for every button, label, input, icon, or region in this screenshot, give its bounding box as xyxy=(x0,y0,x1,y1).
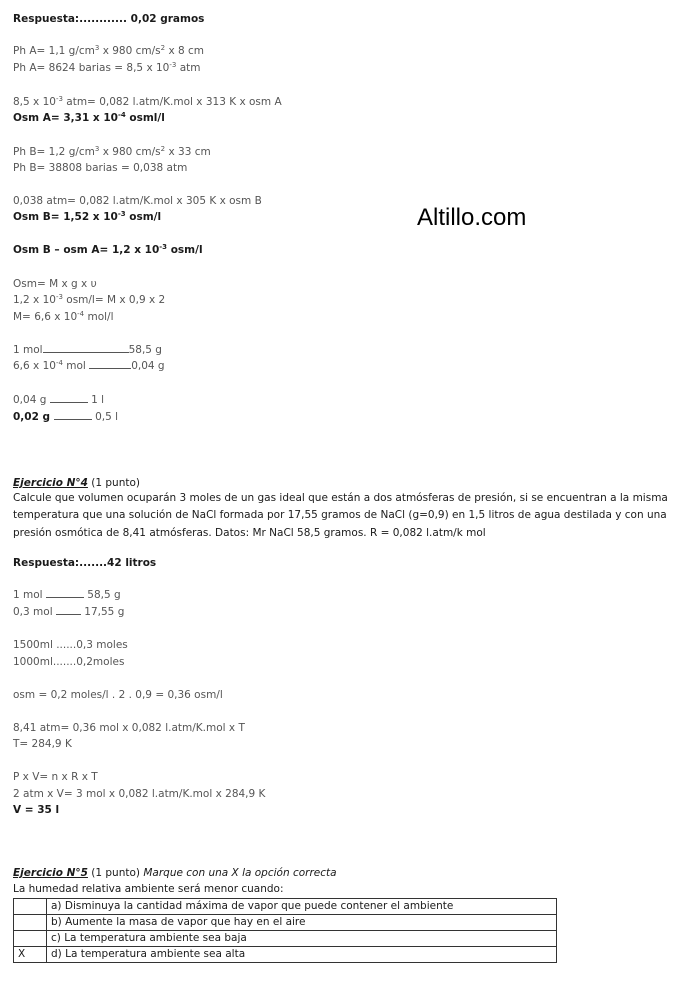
option-mark-cell[interactable] xyxy=(14,915,47,931)
ex4-volume-1: 1500ml ......0,3 moles xyxy=(13,639,128,651)
option-text: c) La temperatura ambiente sea baja xyxy=(47,931,557,947)
ex4-volume-2: 1000ml.......0,2moles xyxy=(13,656,125,668)
option-row[interactable] xyxy=(14,915,557,931)
option-text: a) Disminuya la cantidad máxima de vapor que puede contener el ambiente xyxy=(47,899,557,915)
ex3-ph-b-line2: Ph B= 38808 barias = 0,038 atm xyxy=(13,162,188,174)
ex3-answer: Respuesta:............ 0,02 gramos xyxy=(13,13,205,25)
ex4-rule-row2: 0,3 mol 17,55 g xyxy=(13,606,125,618)
ex3-osm-a-result: Osm A= 3,31 x $10^{-4}$ osml/l xyxy=(13,111,165,124)
ex4-temp-result: T= 284,9 K xyxy=(13,738,72,750)
ex4-rule-row1: 1 mol 58,5 g xyxy=(13,589,121,601)
ex3-osm-b-equation: 0,038 atm= 0,082 l.atm/K.mol x 305 K x osm B xyxy=(13,195,262,207)
option-row[interactable] xyxy=(14,947,557,963)
ex4-volume-result: V = 35 l xyxy=(13,804,60,816)
ex3-ph-b-line1: Ph B= 1,2 $g/cm^3$ x 980 $cm/s^2$ x 33 cm xyxy=(13,145,211,158)
ex5-heading: Ejercicio N°5 (1 punto) Marque con una X la opción correcta xyxy=(13,867,337,879)
option-mark-cell[interactable] xyxy=(14,899,47,915)
ex3-ph-a-line2: Ph A= 8624 barias = 8,5 x $10^{-3}$ atm xyxy=(13,61,201,74)
ex5-title: Ejercicio N°5 xyxy=(13,867,88,879)
ex4-answer: Respuesta:.......42 litros xyxy=(13,557,157,569)
option-mark-cell[interactable] xyxy=(14,931,47,947)
watermark-logo: Altillo.com xyxy=(417,204,527,231)
ex4-temp-equation: 8,41 atm= 0,36 mol x 0,082 l.atm/K.mol x T xyxy=(13,722,245,734)
ex4-gas-substitution: 2 atm x V= 3 mol x 0,082 l.atm/K.mol x 284,9 K xyxy=(13,788,266,800)
ex4-gas-law: P x V= n x R x T xyxy=(13,771,98,783)
ex5-question: La humedad relativa ambiente será menor cuando: xyxy=(13,883,284,895)
ex3-molarity: M= 6,6 x $10^{-4}$ mol/l xyxy=(13,310,114,323)
ex3-ph-a-line1: Ph A= 1,1 $g/cm^3$ x 980 $cm/s^2$ x 8 cm xyxy=(13,44,205,57)
ex4-statement: Calcule que volumen ocuparán 3 moles de un gas ideal que están a dos atmósferas de presión, si se encuentran a la misma temperatura que una solución de NaCl formada por 17,55 gramos de NaCl (g=0,9) en 1,5 litros de agua destilada y con una presión osmótica de 8,41 atmósferas. Datos: Mr NaCl 58,5 gramos. R = 0,082 l.atm/k mol xyxy=(13,492,668,539)
ex3-osm-a-equation: 8,5 x $10^{-3}$ atm= 0,082 l.atm/K.mol x 313 K x osm A xyxy=(13,95,282,108)
option-mark-cell[interactable]: X xyxy=(14,947,47,963)
option-row[interactable] xyxy=(14,899,557,915)
ex3-rule1-row2: 6,6 x $10^{-4}$ mol 0,04 g xyxy=(13,359,165,372)
ex5-options-table xyxy=(13,898,557,963)
ex3-osm-substitution: 1,2 x $10^{-3}$ osm/l= M x 0,9 x 2 xyxy=(13,293,166,306)
ex3-rule2-row1: 0,04 g 1 l xyxy=(13,394,105,406)
ex4-osm: osm = 0,2 moles/l . 2 . 0,9 = 0,36 osm/l xyxy=(13,689,223,701)
ex3-rule1-row1: 1 mol 58,5 g xyxy=(13,344,162,356)
option-text: b) Aumente la masa de vapor que hay en el aire xyxy=(47,915,557,931)
ex3-rule2-row2: 0,02 g 0,5 l xyxy=(13,411,119,423)
option-row[interactable] xyxy=(14,931,557,947)
ex3-osm-formula: Osm= M x g x υ xyxy=(13,278,97,290)
ex3-osm-b-result: Osm B= 1,52 x $10^{-3}$ osm/l xyxy=(13,210,162,223)
ex3-difference: Osm B – osm A= 1,2 x $10^{-3}$ osm/l xyxy=(13,243,203,256)
ex4-heading: Ejercicio N°4 (1 punto) xyxy=(13,477,141,489)
option-text: d) La temperatura ambiente sea alta xyxy=(47,947,557,963)
ex4-title: Ejercicio N°4 xyxy=(13,477,88,489)
